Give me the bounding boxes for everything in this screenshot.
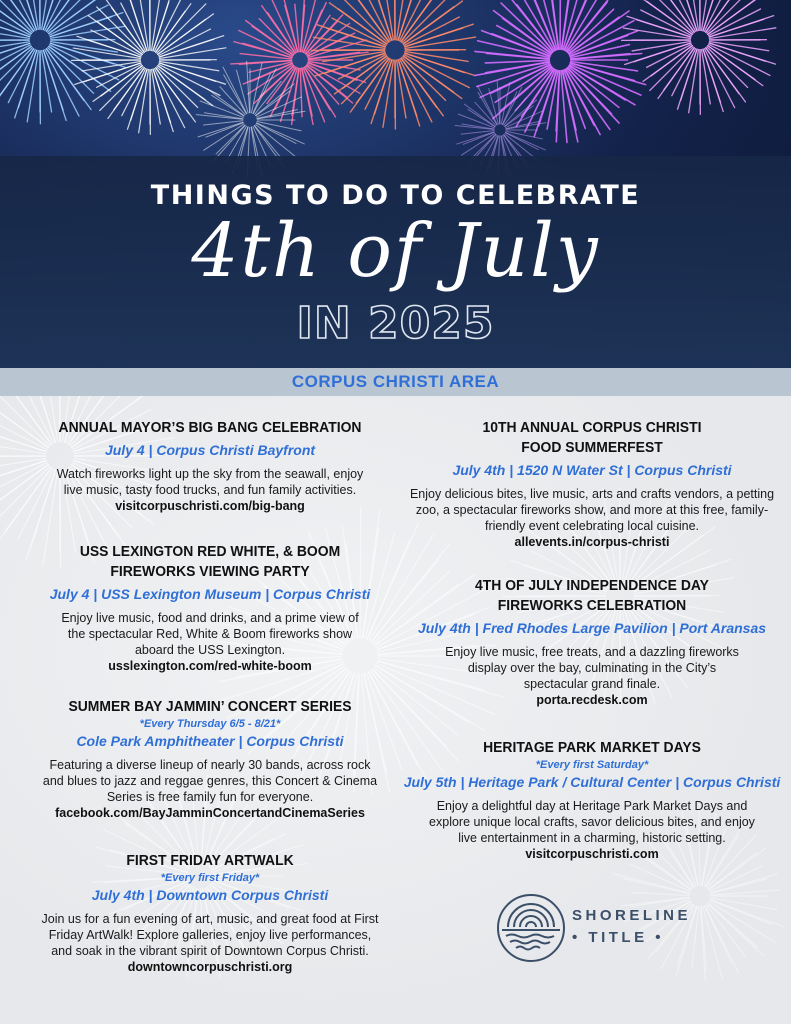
firework-burst-red	[312, 0, 476, 129]
desc-line: Enjoy live music, free treats, and a dazzling fireworks	[445, 645, 739, 659]
event-description	[20, 610, 400, 658]
desc-line: Series is free family fun for everyone.	[106, 790, 314, 804]
firework-burst-magenta	[622, 0, 776, 114]
firework-burst-blue	[0, 0, 125, 124]
event-title: SUMMER BAY JAMMIN’ CONCERT SERIES	[68, 699, 352, 715]
event-link[interactable]: facebook.com/BayJamminConcertandCinemaSeries	[55, 806, 365, 820]
event-heritage-market	[402, 738, 782, 862]
desc-line: explore unique local crafts, savor delicious bites, and enjoy	[429, 815, 755, 829]
event-bay-jammin	[20, 697, 400, 821]
event-uss-lexington	[20, 542, 400, 674]
event-link[interactable]: usslexington.com/red-white-boom	[108, 659, 312, 673]
title-line: 4TH OF JULY INDEPENDENCE DAY	[475, 578, 709, 594]
desc-line: Friday ArtWalk! Explore galleries, enjoy live performances,	[48, 928, 372, 942]
firework-burst-purple	[475, 0, 646, 143]
desc-line: Enjoy live music, food and drinks, and a prime view of	[61, 611, 359, 625]
event-when: July 5th | Heritage Park / Cultural Center | Corpus Christi	[403, 774, 781, 790]
event-link[interactable]: visitcorpuschristi.com	[525, 847, 659, 861]
event-link[interactable]: porta.recdesk.com	[536, 693, 648, 707]
event-title: HERITAGE PARK MARKET DAYS	[483, 740, 701, 756]
shoreline-title-logo	[496, 893, 696, 963]
event-link[interactable]: downtowncorpuschristi.org	[127, 960, 293, 974]
title-line: USS LEXINGTON RED WHITE, & BOOM	[79, 544, 341, 560]
event-description	[20, 911, 400, 959]
event-link[interactable]: allevents.in/corpus-christi	[514, 535, 670, 549]
hero-banner	[0, 0, 791, 368]
event-description	[20, 466, 400, 498]
desc-line: aboard the USS Lexington.	[134, 643, 286, 657]
event-big-bang	[20, 418, 400, 514]
event-note: *Every first Saturday*	[535, 759, 649, 771]
desc-line: and blues to jazz and reggae genres, this Concert & Cinema	[42, 774, 378, 788]
desc-line: live music, tasty food trucks, and fun family activities.	[63, 483, 357, 497]
desc-line: Join us for a fun evening of art, music, and great food at First	[41, 912, 379, 926]
title-line: FIREWORKS CELEBRATION	[497, 598, 687, 614]
event-title: ANNUAL MAYOR’S BIG BANG CELEBRATION	[58, 420, 362, 436]
firework-burst-pink	[231, 0, 368, 125]
area-heading: CORPUS CHRISTI AREA	[0, 368, 791, 396]
desc-line: and soak in the vibrant spirit of Downtown Corpus Christi.	[51, 944, 369, 958]
event-title: FIRST FRIDAY ARTWALK	[126, 853, 294, 869]
event-title	[410, 576, 775, 616]
desc-line: spectacular grand finale.	[523, 677, 661, 691]
event-when: July 4 | Corpus Christi Bayfront	[104, 442, 316, 458]
event-title	[410, 418, 775, 458]
desc-line: live entertainment in a charming, historic setting.	[458, 831, 726, 845]
event-description	[20, 757, 400, 805]
event-food-summerfest	[402, 418, 782, 550]
event-note: *Every Thursday 6/5 - 8/21*	[139, 718, 281, 730]
event-when: July 4th | 1520 N Water St | Corpus Christi	[452, 462, 732, 478]
fireworks-bursts	[0, 0, 776, 177]
title-line: 10TH ANNUAL CORPUS CHRISTI	[482, 420, 702, 436]
event-when: July 4th | Fred Rhodes Large Pavilion | Port Aransas	[417, 620, 767, 636]
event-title	[28, 542, 393, 582]
logo-word-title: • TITLE •	[572, 929, 664, 946]
event-when: July 4th | Downtown Corpus Christi	[91, 887, 329, 903]
event-link[interactable]: visitcorpuschristi.com/big-bang	[115, 499, 305, 513]
desc-line: zoo, a spectacular fireworks show, and more at this free, family-	[415, 503, 769, 517]
desc-line: Featuring a diverse lineup of nearly 30 bands, across rock	[49, 758, 371, 772]
title-line: FOOD SUMMERFEST	[521, 440, 663, 456]
event-description	[402, 798, 782, 846]
event-first-friday	[20, 851, 400, 975]
headline-line-1: THINGS TO DO TO CELEBRATE	[150, 180, 641, 211]
headline-script: 4th of July	[191, 208, 600, 294]
desc-line: friendly event celebrating local cuisine.	[484, 519, 699, 533]
desc-line: Watch fireworks light up the sky from the seawall, enjoy	[56, 467, 364, 481]
event-note: *Every first Friday*	[160, 872, 260, 884]
desc-line: display over the bay, culminating in the City’s	[467, 661, 717, 675]
title-line: FIREWORKS VIEWING PARTY	[110, 564, 310, 580]
event-description	[402, 486, 782, 534]
events-section	[0, 396, 791, 1024]
event-when: July 4 | USS Lexington Museum | Corpus Christi	[49, 586, 371, 602]
event-independence-fireworks	[402, 576, 782, 708]
desc-line: Enjoy a delightful day at Heritage Park Market Days and	[436, 799, 748, 813]
event-when: Cole Park Amphitheater | Corpus Christi	[76, 733, 344, 749]
event-description	[402, 644, 782, 692]
headline-year: IN 2025	[296, 298, 495, 349]
sunrise-waves-icon	[496, 893, 566, 963]
desc-line: the spectacular Red, White & Boom fireworks show	[67, 627, 353, 641]
logo-word-shoreline: SHORELINE	[572, 907, 692, 924]
desc-line: Enjoy delicious bites, live music, arts and crafts vendors, a petting	[409, 487, 775, 501]
